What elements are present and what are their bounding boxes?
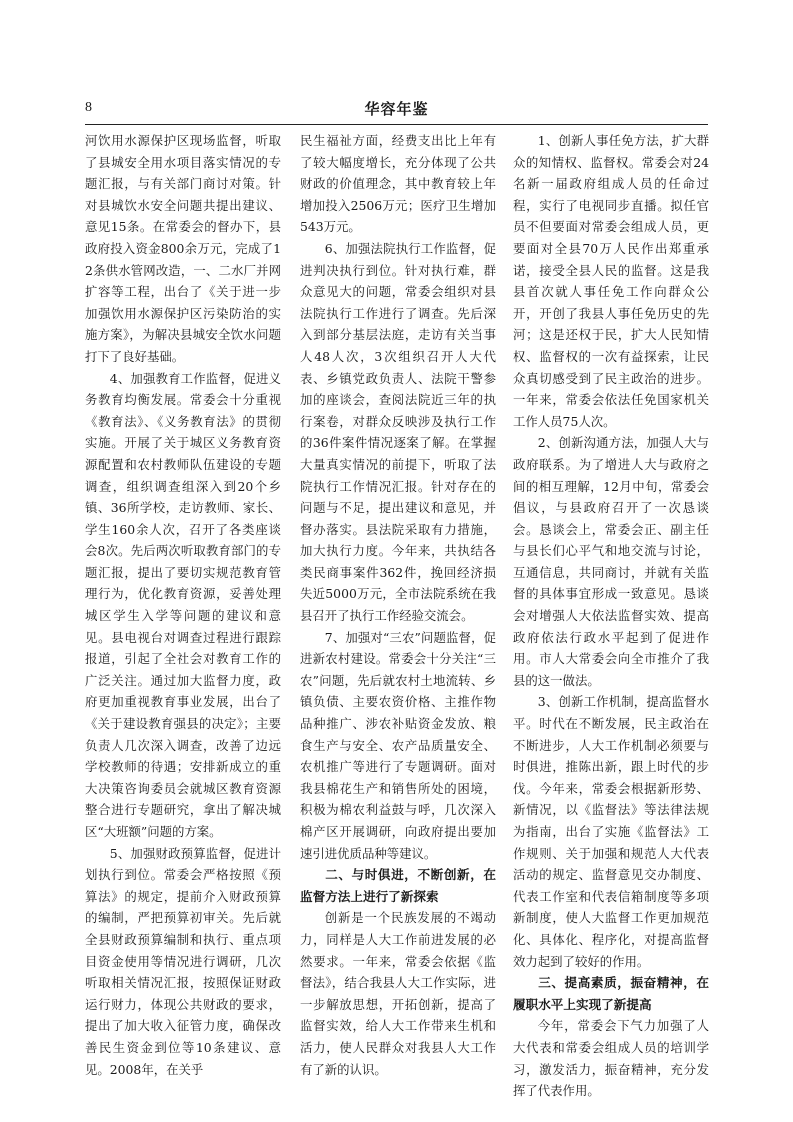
paragraph: 今年，常委会下气力加强了人大代表和常委会组成人员的培训学习，激发活力，振奋精神，充分发挥了代表作用。 [513, 1018, 709, 1099]
paragraph: 4、加强教育工作监督，促进义务教育均衡发展。常委会十分重视《教育法》、《义务教育法》的贯彻实施。开展了关于城区义务教育资源配置和农村教师队伍建设的专题调查，组织调查组深入到20个乡镇、36所学校，走访教师、家长、学生160余人次，召开了各类座谈会8次。先后两次听取教育部门的专题汇报，提出了要切实规范教育管理行为，优化教育资源，妥善处理城区学生入学等问题的建议和意见。县电视台对调查过程进行跟踪报道，引起了全社会对教育工作的广泛关注。通过加大监督力度，政府更加重视教育事业发展，出台了《关于建设教育强县的决定》；主要负责人几次深入调查，改善了边远学校教师的待遇；安排新成立的重大决策咨询委员会就城区教育资源整合进行专题研究，拿出了解决城区“大班额”问题的方案。 [85, 370, 281, 839]
paragraph: 6、加强法院执行工作监督，促进判决执行到位。针对执行难，群众意见大的问题，常委会组织对县法院执行工作进行了调查。先后深入到部分基层法庭，走访有关当事人48人次，3次组织召开人大代表、乡镇党政负责人、法院干警参加的座谈会，查阅法院近三年的执行案卷，对群众反映涉及执行工作的36件案件情况逐案了解。在掌握大量真实情况的前提下，听取了法院执行工作情况汇报。针对存在的问题与不足，提出建议和意见，并督办落实。县法院采取有力措施，加大执行力度。今年来，共执结各类民商事案件362件，挽回经济损失近5000万元，全市法院系统在我县召开了执行工作经验交流会。 [300, 240, 496, 624]
page-number: 8 [85, 100, 92, 115]
paragraph: 3、创新工作机制，提高监督水平。时代在不断发展，民主政治在不断进步，人大工作机制必须要与时俱进，推陈出新，跟上时代的步伐。今年来，常委会根据新形势、新情况，以《监督法》等法律法规为指南，出台了实施《监督法》工作规则、关于加强和规范人大代表活动的规定、监督意见交办制度、代表工作室和代表信箱制度等多项新制度，使人大监督工作更加规范化、具体化、程序化，对提高监督效力起到了较好的作用。 [513, 694, 709, 969]
text-column-3 [513, 130, 709, 1099]
paragraph: 河饮用水源保护区现场监督，听取了县城安全用水项目落实情况的专题汇报，与有关部门商讨对策。针对县城饮水安全问题共提出建议、意见15条。在常委会的督办下，县政府投入资金800余万元，完成了12条供水管网改造，一、二水厂并网扩容等工程，出台了《关于进一步加强饮用水源保护区污染防治的实施方案》，为解决县城安全饮水问题打下了良好基础。 [85, 133, 281, 364]
paragraph: 2、创新沟通方法，加强人大与政府联系。为了增进人大与政府之间的相互理解，12月中旬，常委会倡议，与县政府召开了一次恳谈会。恳谈会上，常委会正、副主任与县长们心平气和地交流与讨论，互通信息，共同商讨，并就有关监督的具体事宜形成一致意见。恳谈会对增强人大依法监督实效、提高政府依法行政水平起到了促进作用。市人大常委会向全市推介了我县的这一做法。 [513, 435, 709, 688]
paragraph: 民生福祉方面，经费支出比上年有了较大幅度增长，充分体现了公共财政的价值理念，其中教育较上年增加投入2506万元；医疗卫生增加543万元。 [300, 133, 496, 235]
page-header [85, 98, 708, 120]
text-column-2 [300, 130, 496, 1090]
section-heading: 二、与时俱进，不断创新，在监督方法上进行了新探索 [300, 867, 496, 904]
section-heading: 三、提高素质，振奋精神，在履职水平上实现了新提高 [513, 975, 709, 1012]
header-rule [85, 124, 708, 125]
paragraph: 7、加强对“三农”问题监督，促进新农村建设。常委会十分关注“三农”问题，先后就农村土地流转、乡镇负债、主要农资价格、主推作物品种推广、涉农补贴资金发放、粮食生产与安全、农产品质量安全、农机推广等进行了专题调研。面对我县棉花生产和销售所处的困境，积极为棉农利益鼓与呼，几次深入棉产区开展调研，向政府提出要加速引进优质品种等建议。 [300, 629, 496, 861]
paragraph: 1、创新人事任免方法，扩大群众的知情权、监督权。常委会对24名新一届政府组成人员的任命过程，实行了电视同步直播。拟任官员不但要面对常委会组成人员，更要面对全县70万人民作出郑重承诺，接受全县人民的监督。这是我县首次就人事任免工作向群众公开，开创了我县人事任免历史的先河；这是还权于民，扩大人民知情权、监督权的一次有益探索，让民众真切感受到了民主政治的进步。一年来，常委会依法任免国家机关工作人员75人次。 [513, 133, 709, 429]
text-column-1 [85, 130, 281, 1090]
running-title: 华容年鉴 [364, 100, 429, 118]
paragraph: 5、加强财政预算监督，促进计划执行到位。常委会严格按照《预算法》的规定，提前介入财政预算的编制，严把预算初审关。先后就全县财政预算编制和执行、重点项目资金使用等情况进行调研，几次听取相关情况汇报，按照保证财政运行财力，体现公共财政的要求，提出了加大收入征管力度，确保改善民生资金到位等10条建议、意见。2008年，在关乎 [85, 845, 281, 1077]
paragraph: 创新是一个民族发展的不竭动力，同样是人大工作前进发展的必然要求。一年来，常委会依据《监督法》，结合我县人大工作实际，进一步解放思想，开拓创新，提高了监督实效，给人大工作带来生机和活力，使人民群众对我县人大工作有了新的认识。 [300, 910, 496, 1077]
